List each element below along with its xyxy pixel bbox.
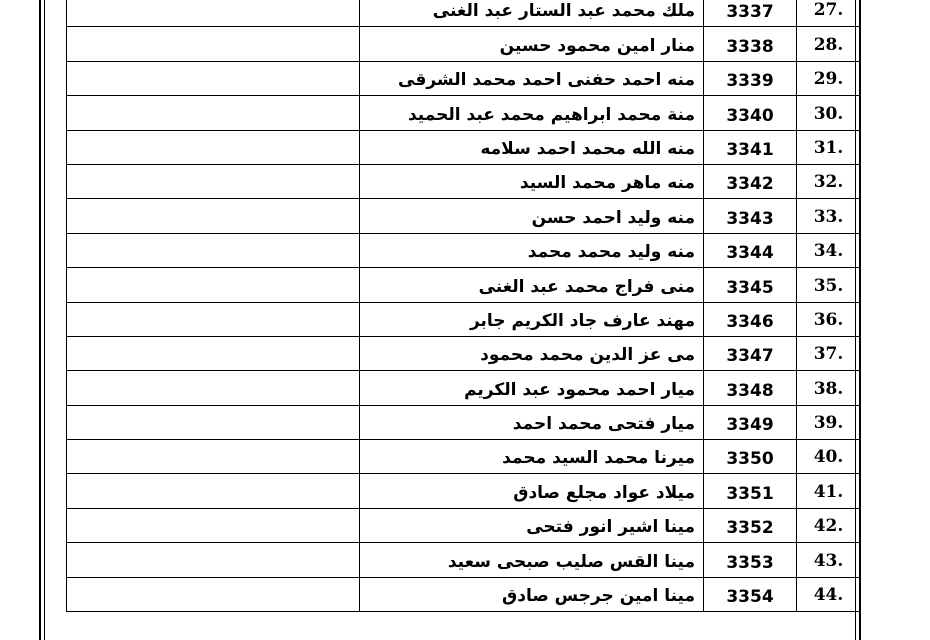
seat-number-cell <box>704 164 797 198</box>
seat-number: 3339 <box>726 71 774 92</box>
row-number: 43. <box>813 550 844 571</box>
row-number-cell <box>797 27 861 61</box>
row-number-cell <box>797 577 861 611</box>
seat-number: 3341 <box>726 139 774 160</box>
seat-number: 3342 <box>726 174 774 195</box>
table-row <box>67 302 861 336</box>
student-name: ميار احمد محمود عبد الكريم <box>464 379 695 400</box>
row-number: 38. <box>813 378 844 399</box>
blank-cell <box>67 0 360 27</box>
student-name: مينا اشير انور فتحى <box>526 517 695 538</box>
table-row <box>67 508 861 542</box>
row-number-cell <box>797 233 861 267</box>
seat-number-cell <box>704 508 797 542</box>
student-name-cell <box>360 130 704 164</box>
table-row <box>67 440 861 474</box>
student-name-cell <box>360 371 704 405</box>
seat-number: 3346 <box>726 311 774 332</box>
student-name: منه وليد محمد محمد <box>527 242 695 263</box>
blank-cell <box>67 27 360 61</box>
row-number-cell <box>797 371 861 405</box>
seat-number-cell <box>704 199 797 233</box>
student-name: مينا امين جرجس صادق <box>502 586 695 607</box>
student-name: منه الله محمد احمد سلامه <box>480 138 695 159</box>
table-row <box>67 268 861 302</box>
seat-number: 3340 <box>726 105 774 126</box>
blank-cell <box>67 61 360 95</box>
blank-cell <box>67 474 360 508</box>
table-row <box>67 27 861 61</box>
seat-number-cell <box>704 233 797 267</box>
student-name-cell <box>360 440 704 474</box>
table-row <box>67 130 861 164</box>
row-number-cell <box>797 268 861 302</box>
blank-cell <box>67 543 360 577</box>
student-name: منه وليد احمد حسن <box>531 207 695 228</box>
blank-cell <box>67 371 360 405</box>
blank-cell <box>67 508 360 542</box>
student-name-cell <box>360 164 704 198</box>
student-name-cell <box>360 508 704 542</box>
row-number-cell <box>797 164 861 198</box>
seat-number-cell <box>704 371 797 405</box>
seat-number: 3352 <box>726 518 774 539</box>
blank-cell <box>67 405 360 439</box>
student-name-cell <box>360 474 704 508</box>
row-number: 32. <box>813 172 844 193</box>
student-name-cell <box>360 199 704 233</box>
table-row <box>67 405 861 439</box>
roster-body <box>67 0 861 612</box>
student-name-cell <box>360 405 704 439</box>
student-name-cell <box>360 577 704 611</box>
seat-number-cell <box>704 543 797 577</box>
seat-number-cell <box>704 577 797 611</box>
seat-number: 3350 <box>726 449 774 470</box>
row-number-cell <box>797 96 861 130</box>
seat-number-cell <box>704 27 797 61</box>
seat-number-cell <box>704 440 797 474</box>
row-number: 39. <box>813 413 844 434</box>
seat-number: 3348 <box>726 380 774 401</box>
seat-number-cell <box>704 474 797 508</box>
blank-cell <box>67 130 360 164</box>
table-row <box>67 577 861 611</box>
row-number-cell <box>797 302 861 336</box>
seat-number-cell <box>704 61 797 95</box>
student-name-cell <box>360 61 704 95</box>
seat-number: 3344 <box>726 243 774 264</box>
seat-number-cell <box>704 336 797 370</box>
blank-cell <box>67 302 360 336</box>
student-name: ملك محمد عبد الستار عبد الغنى <box>432 1 695 22</box>
row-number: 44. <box>813 585 844 606</box>
row-number-cell <box>797 405 861 439</box>
student-name: ميلاد عواد مجلع صادق <box>513 482 695 503</box>
row-number: 41. <box>813 481 844 502</box>
row-number-cell <box>797 440 861 474</box>
row-number: 29. <box>813 69 844 90</box>
table-row <box>67 336 861 370</box>
seat-number: 3338 <box>726 36 774 57</box>
row-number-cell <box>797 508 861 542</box>
row-number: 34. <box>813 241 844 262</box>
seat-number: 3347 <box>726 346 774 367</box>
student-name: ميار فتحى محمد احمد <box>512 414 695 435</box>
table-row <box>67 543 861 577</box>
student-name: ميرنا محمد السيد محمد <box>502 448 695 469</box>
student-name-cell <box>360 96 704 130</box>
row-number: 28. <box>813 34 844 55</box>
student-name: مينا القس صليب صبحى سعيد <box>447 551 695 572</box>
table-row <box>67 199 861 233</box>
table-row <box>67 371 861 405</box>
table-row <box>67 474 861 508</box>
seat-number: 3349 <box>726 415 774 436</box>
student-name-cell <box>360 336 704 370</box>
seat-number: 3345 <box>726 277 774 298</box>
blank-cell <box>67 268 360 302</box>
student-name: منه احمد حفنى احمد محمد الشرقى <box>398 70 695 91</box>
blank-cell <box>67 164 360 198</box>
row-number: 36. <box>813 309 844 330</box>
student-name-cell <box>360 27 704 61</box>
row-number: 27. <box>813 0 844 21</box>
student-name: منة محمد ابراهيم محمد عبد الحميد <box>407 104 695 125</box>
row-number-cell <box>797 0 861 27</box>
student-name: مى عز الدين محمد محمود <box>480 345 695 366</box>
student-name-cell <box>360 543 704 577</box>
blank-cell <box>67 96 360 130</box>
seat-number-cell <box>704 130 797 164</box>
seat-number: 3351 <box>726 483 774 504</box>
student-roster-table <box>66 0 861 612</box>
blank-cell <box>67 336 360 370</box>
seat-number-cell <box>704 302 797 336</box>
row-number: 35. <box>813 275 844 296</box>
row-number-cell <box>797 543 861 577</box>
row-number: 33. <box>813 206 844 227</box>
seat-number-cell <box>704 268 797 302</box>
table-row <box>67 164 861 198</box>
row-number: 42. <box>813 516 844 537</box>
blank-cell <box>67 577 360 611</box>
student-name-cell <box>360 302 704 336</box>
row-number-cell <box>797 336 861 370</box>
student-name-cell <box>360 0 704 27</box>
blank-cell <box>67 233 360 267</box>
row-number-cell <box>797 199 861 233</box>
table-row <box>67 96 861 130</box>
seat-number-cell <box>704 405 797 439</box>
seat-number: 3343 <box>726 208 774 229</box>
row-number-cell <box>797 474 861 508</box>
row-number: 37. <box>813 344 844 365</box>
blank-cell <box>67 199 360 233</box>
seat-number-cell <box>704 0 797 27</box>
seat-number-cell <box>704 96 797 130</box>
student-name: منار امين محمود حسين <box>499 35 695 56</box>
table-row <box>67 0 861 27</box>
row-number: 30. <box>813 103 844 124</box>
student-name: منه ماهر محمد السيد <box>519 173 695 194</box>
seat-number: 3353 <box>726 552 774 573</box>
student-name-cell <box>360 268 704 302</box>
seat-number: 3337 <box>726 2 774 23</box>
row-number: 31. <box>813 137 844 158</box>
seat-number: 3354 <box>726 587 774 608</box>
blank-cell <box>67 440 360 474</box>
row-number: 40. <box>813 447 844 468</box>
student-name-cell <box>360 233 704 267</box>
table-row <box>67 233 861 267</box>
student-name: مهند عارف جاد الكريم جابر <box>469 310 695 331</box>
row-number-cell <box>797 130 861 164</box>
student-name: منى فراج محمد عبد الغنى <box>478 276 695 297</box>
table-row <box>67 61 861 95</box>
row-number-cell <box>797 61 861 95</box>
